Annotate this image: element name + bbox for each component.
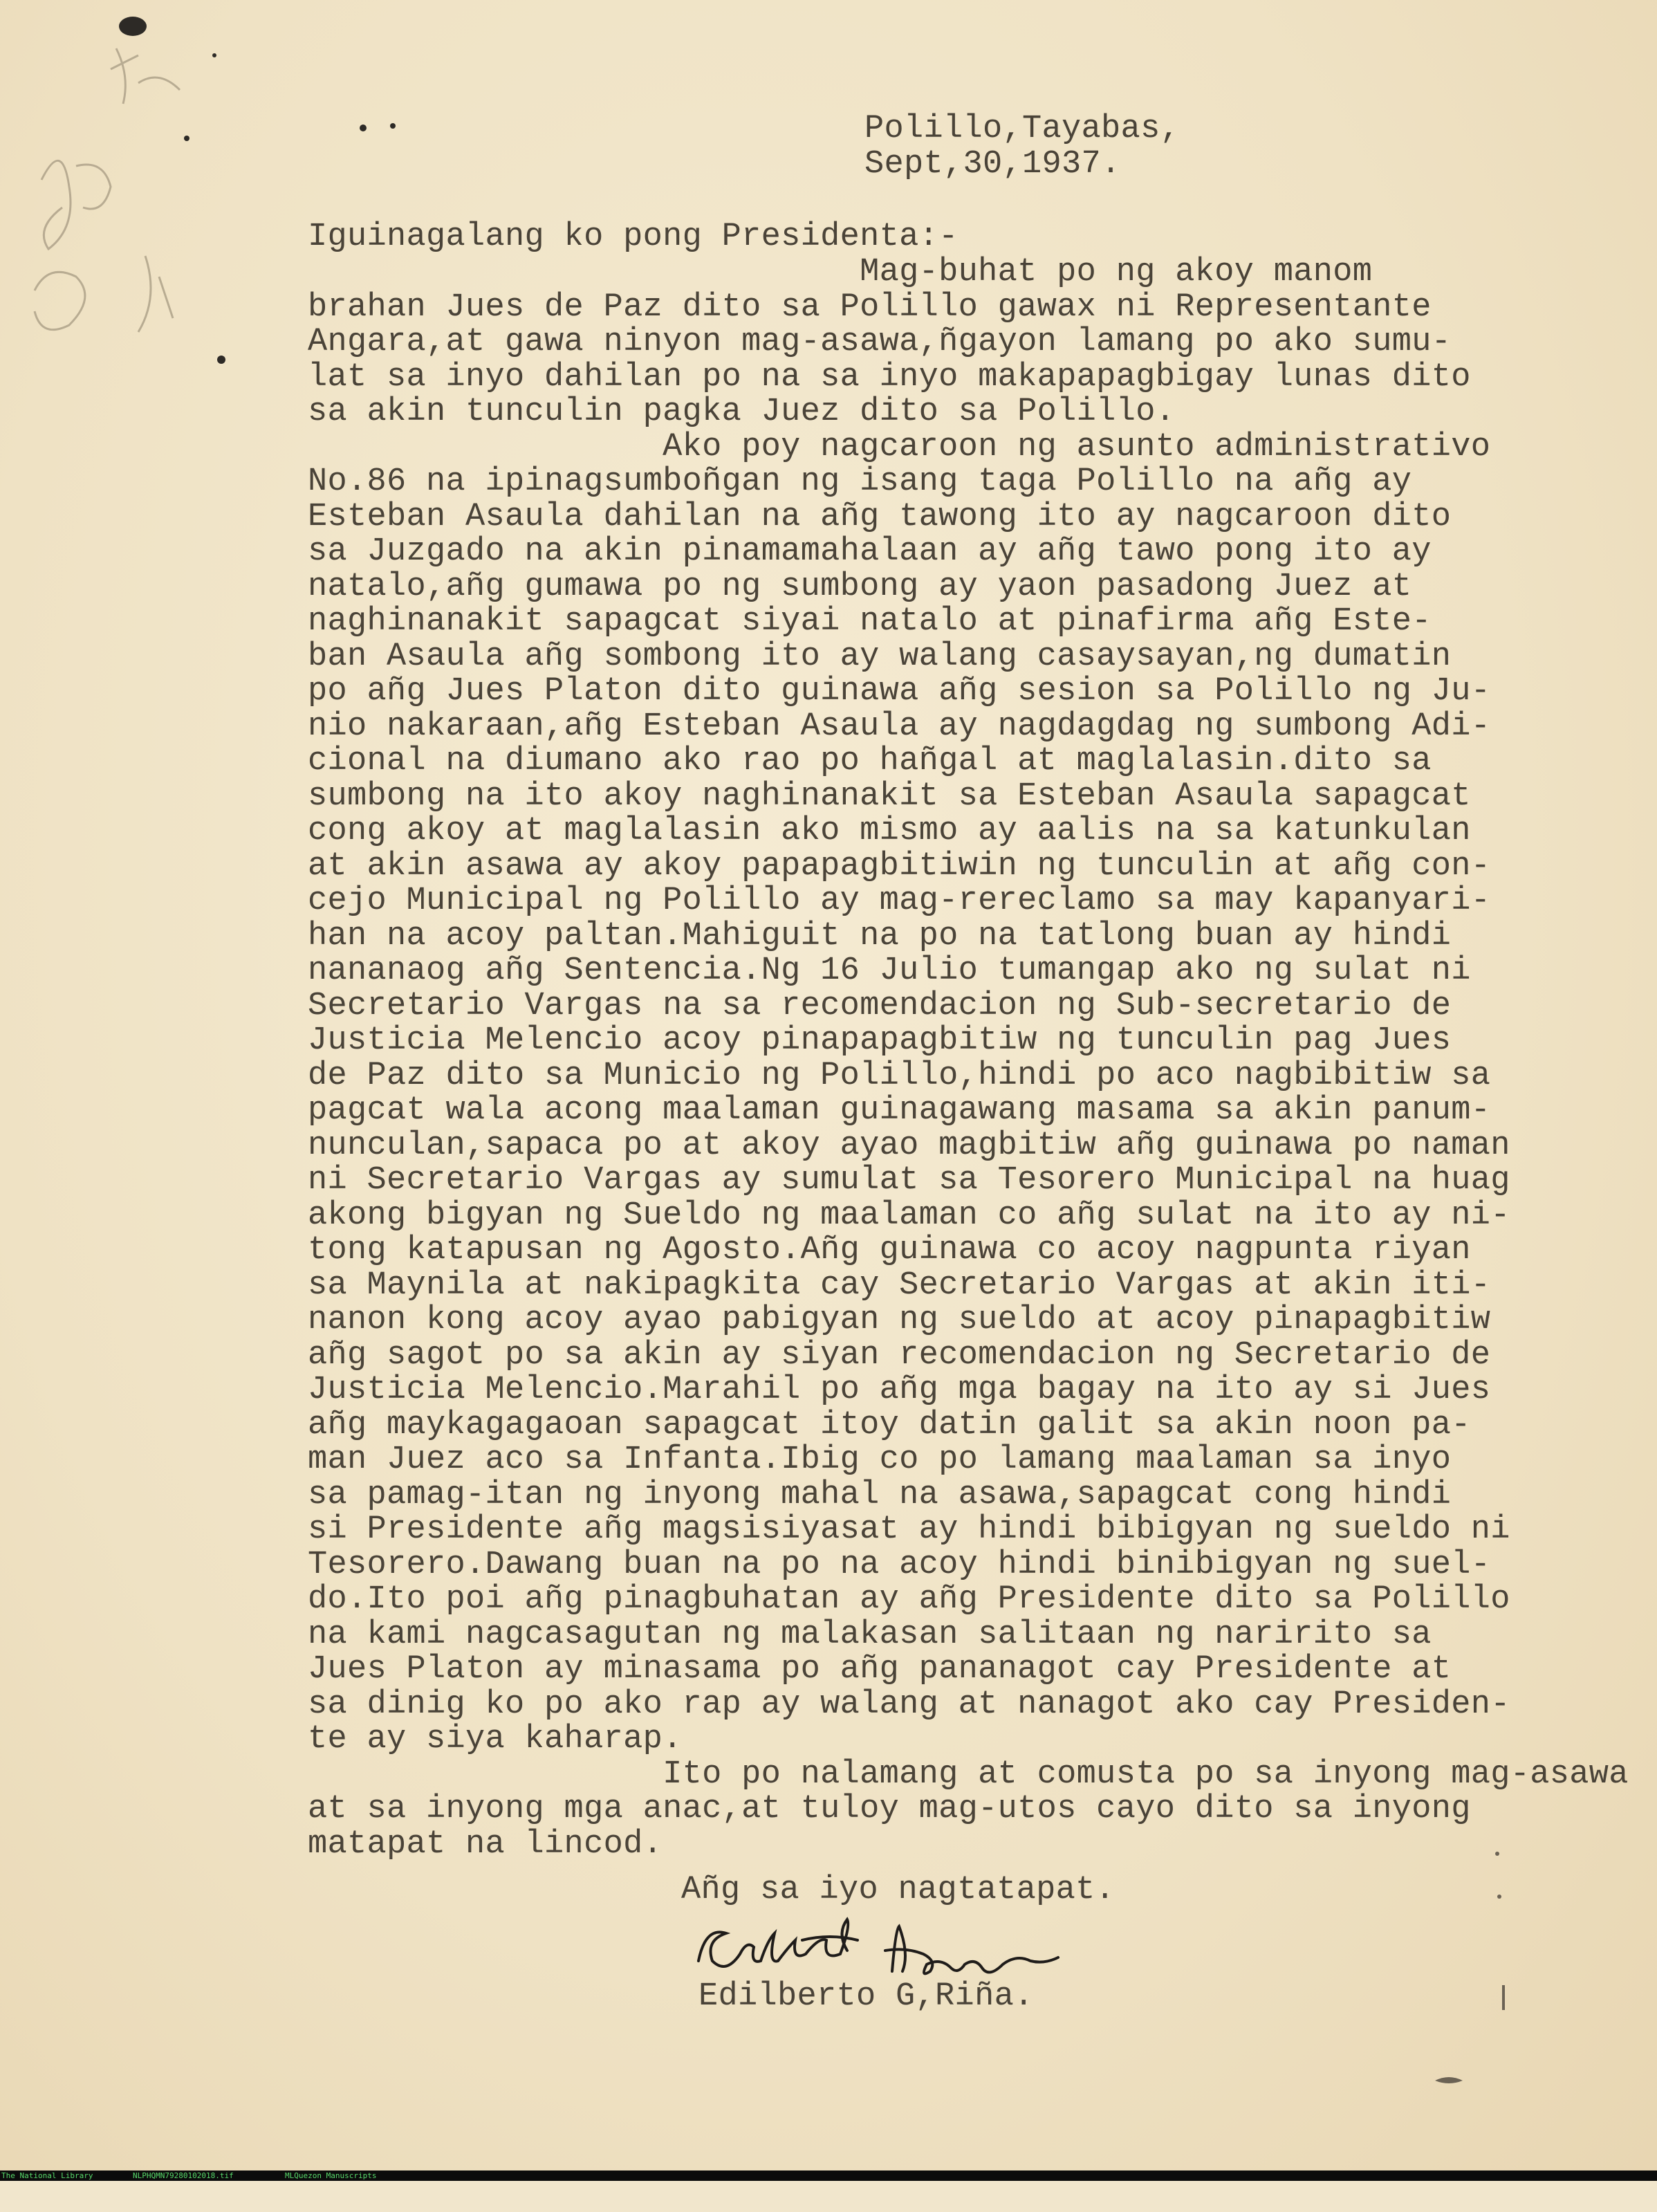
letter-salutation: Iguinagalang ko pong Presidenta:- — [308, 219, 959, 255]
signer-name: Edilberto G,Riña. — [698, 1978, 1034, 2015]
archive-footer — [0, 2170, 1657, 2181]
letter-body: Mag-buhat po ng akoy manom brahan Jues de Paz dito sa Polillo gawax ni Representante Angara,at gawa ninyon mag-asawa,ñgayon lamang po ako sumu- lat sa inyo dahilan po na sa inyo makapapagbigay lunas dito sa akin tunculin pagka Juez dito sa Polillo. Ako poy nagcaroon ng asunto administrativo No.86 na ipinagsumboñgan ng isang taga Polillo na añg ay Esteban Asaula dahilan na añg tawong ito ay nagcaroon dito sa Juzgado na akin pinamamahalaan ay añg tawo pong ito ay natalo,añg gumawa po ng sumbong ay yaon pasadong Juez at naghinanakit sapagcat siyai natalo at pinafirma añg Este- ban Asaula añg sombong ito ay walang casaysayan,ng dumatin po añg Jues Platon dito guinawa añg sesion sa Polillo ng Ju- nio nakaraan,añg Esteban Asaula ay nagdagdag ng sumbong Adi- cional na diumano ako rao po hañgal at maglalasin.dito sa sumbong na ito akoy naghinanakit sa Esteban Asaula sapagcat cong akoy at maglalasin ako mismo ay aalis na sa katunkulan at akin asawa ay akoy papapagbitiwin ng tunculin at añg con- cejo Municipal ng Polillo ay mag-rereclamo sa may kapanyari- han na acoy paltan.Mahiguit na po na tatlong buan ay hindi nananaog añg Sentencia.Ng 16 Julio tumangap ako ng sulat ni Secretario Vargas na sa recomendacion ng Sub-secretario de Justicia Melencio acoy pinapapagbitiw ng tunculin pag Jues de Paz dito sa Municio ng Polillo,hindi po aco nagbibitiw sa pagcat wala acong maalaman guinagawang masama sa akin panum- nunculan,sapaca po at akoy ayao magbitiw añg guinawa po naman ni Secretario Vargas ay sumulat sa Tesorero Municipal na huag akong bigyan ng Sueldo ng maalaman co añg sulat na ito ay ni- tong katapusan ng Agosto.Añg guinawa co acoy nagpunta riyan sa Maynila at nakipagkita cay Secretario Vargas at akin iti- nanon kong acoy ayao pabigyan ng sueldo at acoy pinapagbitiw añg sagot po sa akin ay siyan recomendacion ng Secretario de Justicia Melencio.Marahil po añg mga bagay na ito ay si Jues añg maykagagaoan sapagcat itoy datin galit sa akin noon pa- man Juez aco sa Infanta.Ibig co po lamang maalaman sa inyo sa pamag-itan ng inyong mahal na asawa,sapagcat cong hindi si Presidente añg magsisiyasat ay hindi bibigyan ng sueldo ni Tesorero.Dawang buan na po na acoy hindi binibigyan ng suel- do.Ito poi añg pinagbuhatan ay añg Presidente dito sa Polillo na kami nagcasagutan ng malakasan salitaan ng naririto sa Jues Platon ay minasama po añg pananagot cay Presidente at sa dinig ko po ako rap ay walang at nanagot ako cay Presiden- te ay siya kaharap. Ito po nalamang at comusta po sa inyong mag-asawa at sa inyong mga anac,at tuloy mag-utos cayo dito sa inyong matapat na lincod. — [308, 254, 1629, 1863]
letter-closing: Añg sa iyo nagtatapat. — [681, 1872, 1116, 1908]
letter-header — [864, 112, 1180, 182]
footer-file: NLPHQMN79280102018.tif — [133, 2171, 234, 2180]
footer-library: The National Library — [1, 2171, 93, 2180]
footer-collection: MLQuezon Manuscripts — [285, 2171, 377, 2180]
letter-date: Sept,30,1937. — [864, 145, 1121, 183]
letter-place: Polillo,Tayabas, — [864, 111, 1181, 147]
ink-blot — [119, 17, 147, 36]
